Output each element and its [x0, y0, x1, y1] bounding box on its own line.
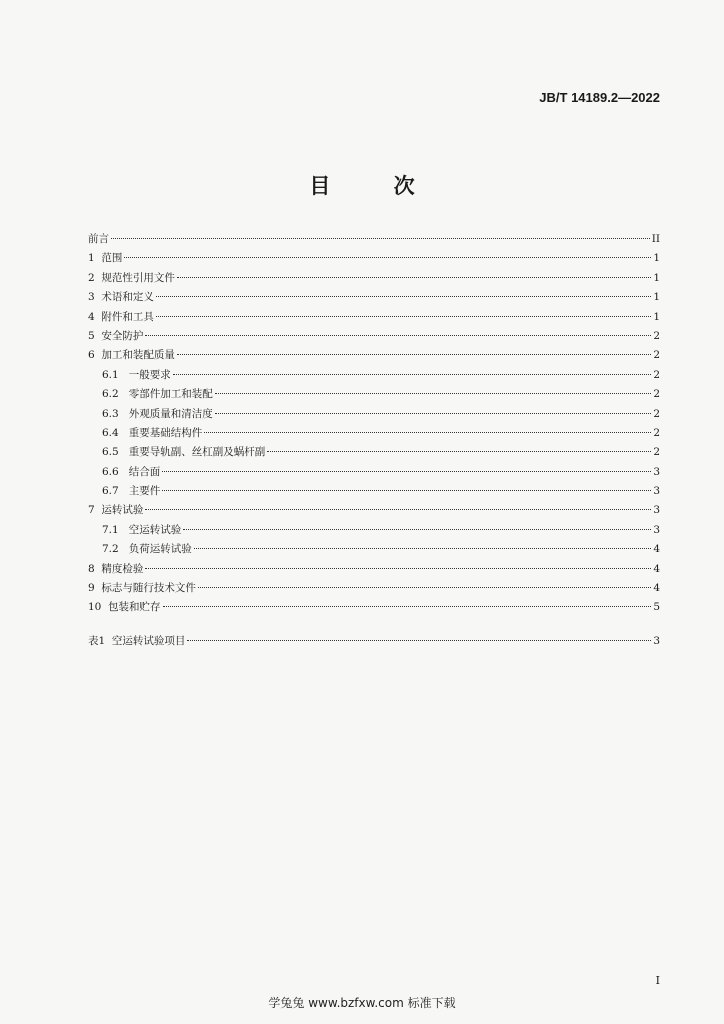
- toc-entry[interactable]: [88, 580, 660, 599]
- dot-leader: [177, 277, 651, 278]
- toc-entry-label: 标志与随行技术文件: [101, 582, 196, 595]
- dot-leader: [145, 509, 651, 510]
- dot-leader: [124, 257, 651, 258]
- toc-entry-number: 5: [88, 329, 102, 342]
- toc-entry-label: 重要基础结构件: [128, 426, 203, 439]
- toc-entry-number: 6.6: [102, 465, 129, 478]
- toc-entry-page: 2: [653, 388, 660, 401]
- toc-entry[interactable]: [88, 406, 660, 425]
- toc-entry[interactable]: [88, 289, 660, 308]
- toc-entry-number: 6.5: [102, 446, 129, 459]
- dot-leader: [198, 587, 651, 588]
- toc-entry-number: 3: [88, 291, 102, 304]
- toc-entry-page: 4: [653, 562, 660, 575]
- toc-entry-label: 安全防护: [101, 329, 144, 342]
- dot-leader: [145, 335, 651, 336]
- toc-entry[interactable]: [88, 367, 660, 386]
- page-title: 目 次: [309, 174, 443, 198]
- toc-entry[interactable]: [88, 522, 660, 541]
- page-number: I: [655, 974, 660, 987]
- toc-entry[interactable]: [88, 425, 660, 444]
- toc-entry-page: 1: [653, 291, 660, 304]
- dot-leader: [187, 640, 651, 641]
- toc-entry-label: 规范性引用文件: [101, 271, 175, 284]
- toc-entry-number: 6.4: [102, 426, 129, 439]
- watermark-footer: 学兔兔 www.bzfxw.com 标准下载: [268, 996, 456, 1010]
- toc-entry[interactable]: [88, 633, 660, 652]
- toc-entry[interactable]: [88, 483, 660, 502]
- toc-entry-number: 7.1: [102, 523, 129, 536]
- toc-entry-label: 一般要求: [128, 368, 171, 381]
- toc-entry-label: 加工和装配质量: [101, 349, 175, 362]
- dot-leader: [156, 296, 651, 297]
- toc-entry-page: 1: [653, 310, 660, 323]
- toc-entry[interactable]: [88, 309, 660, 328]
- toc-entry[interactable]: [88, 502, 660, 521]
- toc-entry[interactable]: [88, 250, 660, 269]
- toc-entry-page: II: [651, 233, 660, 245]
- dot-leader: [194, 548, 652, 549]
- toc-entry-label: 负荷运转试验: [128, 543, 192, 556]
- toc-entry-label: 精度检验: [101, 562, 144, 575]
- toc-entry[interactable]: [88, 561, 660, 580]
- toc-entry-page: 3: [653, 635, 660, 647]
- toc-entry-number: 1: [88, 252, 102, 265]
- dot-leader: [156, 316, 651, 317]
- dot-leader: [111, 238, 650, 239]
- toc-entry-number: 8: [88, 562, 102, 575]
- toc-entry-number: 6.1: [102, 368, 129, 381]
- toc-entry-page: 4: [653, 543, 660, 556]
- toc-entry-number: 7: [88, 504, 102, 517]
- toc-entry[interactable]: [88, 231, 660, 250]
- toc-entry-label: 零部件加工和装配: [128, 388, 213, 401]
- toc-entry-page: 5: [653, 601, 660, 614]
- toc-entry-page: 2: [653, 368, 660, 381]
- toc-entry-number: 6.3: [102, 407, 129, 420]
- dot-leader: [162, 490, 651, 491]
- toc-entry-number: 9: [88, 582, 102, 595]
- toc-entry[interactable]: [88, 444, 660, 463]
- toc-entry-number: 2: [88, 271, 102, 284]
- dot-leader: [145, 568, 651, 569]
- toc-entry-page: 3: [653, 485, 660, 498]
- toc-entry-page: 1: [653, 271, 660, 284]
- toc-entry-page: 2: [653, 407, 660, 420]
- toc-entry-number: 6.2: [102, 388, 129, 401]
- dot-leader: [204, 432, 651, 433]
- toc-entry[interactable]: [88, 347, 660, 366]
- toc-entry[interactable]: [88, 328, 660, 347]
- dot-leader: [162, 471, 651, 472]
- toc-entry-page: 3: [653, 465, 660, 478]
- toc-entry[interactable]: [88, 270, 660, 289]
- toc-entry-label: 范围: [101, 252, 123, 265]
- toc-entry-label: 运转试验: [101, 504, 144, 517]
- toc-entry-label: 前言: [88, 233, 109, 245]
- dot-leader: [173, 374, 652, 375]
- toc-entry-page: 2: [653, 446, 660, 459]
- toc-entry[interactable]: [88, 464, 660, 483]
- dot-leader: [215, 413, 652, 414]
- toc-entry-label: 包装和贮存: [108, 601, 161, 614]
- document-code: JB/T 14189.2—2022: [539, 90, 660, 105]
- dot-leader: [183, 529, 651, 530]
- toc-entry-label: 附件和工具: [101, 310, 154, 323]
- toc-entry-label: 重要导轨副、丝杠副及蜗杆副: [128, 446, 266, 459]
- toc-entry-number: 10: [88, 601, 109, 614]
- toc-entry-label: 空运转试验项目: [111, 635, 186, 647]
- toc-entry-label: 空运转试验: [128, 523, 182, 536]
- dot-leader: [215, 393, 652, 394]
- toc-entry-page: 4: [653, 582, 660, 595]
- toc-entry-number: 表1: [88, 635, 112, 647]
- toc-entry-page: 3: [653, 504, 660, 517]
- toc-entry-label: 外观质量和清洁度: [128, 407, 213, 420]
- toc-entry[interactable]: [88, 541, 660, 560]
- toc-entry-number: 4: [88, 310, 102, 323]
- toc-entry-page: 2: [653, 426, 660, 439]
- toc-entry-number: 6.7: [102, 485, 129, 498]
- toc-entry-label: 结合面: [128, 465, 161, 478]
- table-index: [88, 633, 660, 652]
- toc-entry-page: 3: [653, 523, 660, 536]
- table-of-contents: [88, 231, 660, 619]
- dot-leader: [267, 451, 651, 452]
- toc-entry-label: 术语和定义: [101, 291, 154, 304]
- toc-entry-label: 主要件: [128, 485, 161, 498]
- toc-entry-page: 2: [653, 329, 660, 342]
- dot-leader: [177, 354, 651, 355]
- toc-entry-number: 7.2: [102, 543, 129, 556]
- toc-entry[interactable]: [88, 386, 660, 405]
- dot-leader: [163, 606, 652, 607]
- toc-entry-page: 1: [653, 252, 660, 265]
- toc-entry-number: 6: [88, 349, 102, 362]
- toc-entry[interactable]: [88, 599, 660, 618]
- toc-entry-page: 2: [653, 349, 660, 362]
